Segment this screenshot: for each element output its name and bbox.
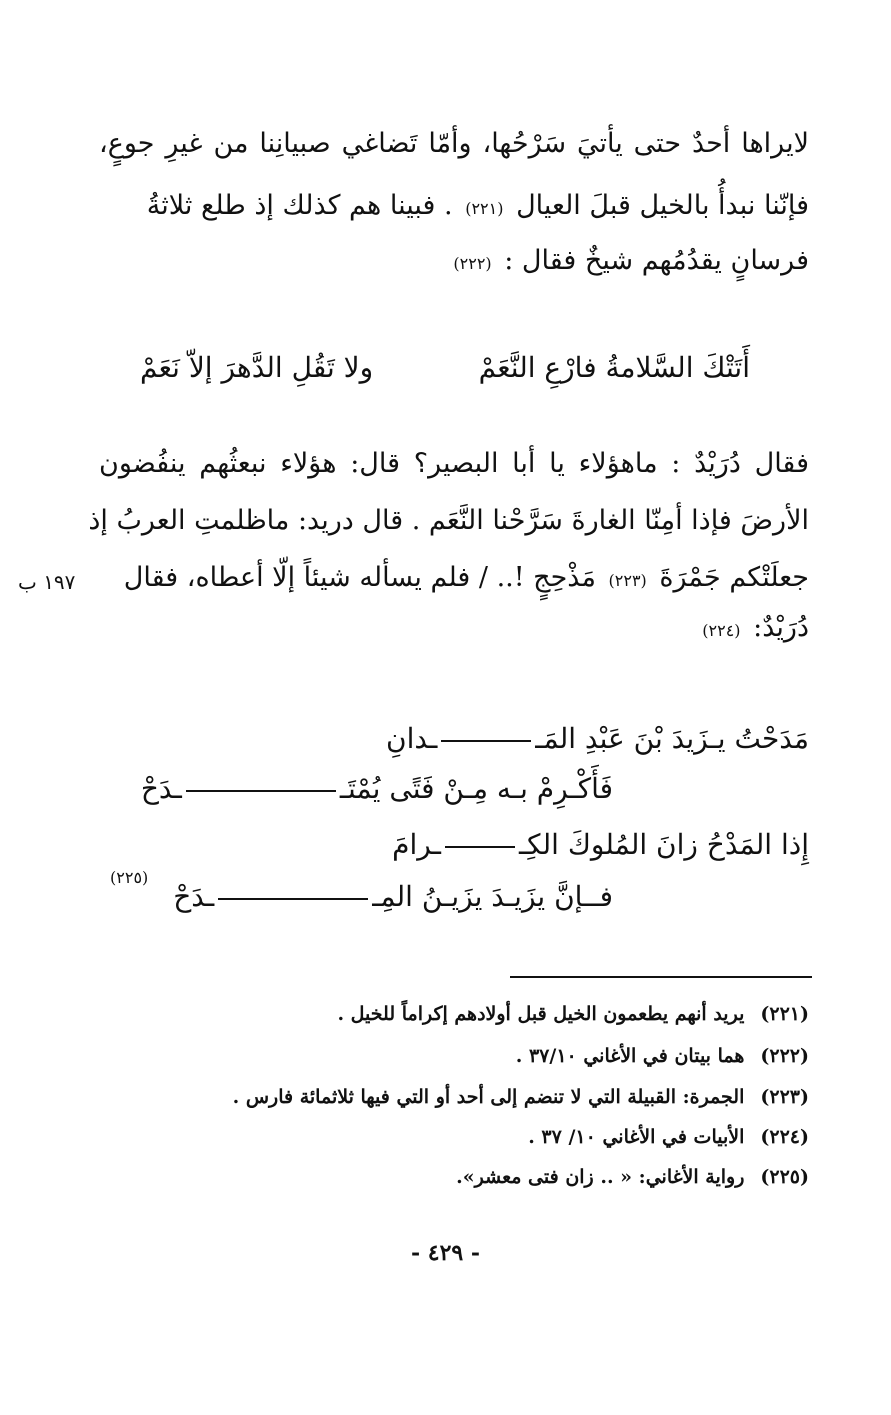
paragraph-line	[88, 505, 809, 536]
footnote-text: الجمرة: القبيلة التي لا تنضم إلى أحد أو التي فيها ثلاثمائة فارس .	[232, 1086, 745, 1108]
text: إِذا المَدْحُ زانَ المُلوكَ الكِـ	[518, 828, 809, 861]
text: . فبينا هم كذلك إذ طلع ثلاثةُ	[146, 190, 453, 221]
verse-couplet	[140, 342, 750, 392]
text: الأرضَ فإذا أمِنّا الغارةَ سَرَّحْنا النَّعَم . قال دريد: ماظلمتِ العربُ إذ	[88, 505, 809, 536]
text: فرسانٍ يقدُمُهم شيخٌ فقال :	[504, 245, 809, 276]
poem-line	[173, 880, 613, 913]
text: ـدَحْ	[140, 772, 182, 805]
text: ـرامَ	[392, 828, 441, 861]
poem-line	[392, 828, 809, 861]
text: فَأَكْـرِمْ بـه مِـنْ فَتًى يُمْتَـ	[339, 772, 613, 805]
footnote-text: هما بيتان في الأغاني ٣٧/١٠ .	[515, 1045, 745, 1067]
footnote-number: (٢٢٢)	[760, 1045, 809, 1067]
footnote-text: رواية الأغاني: « .. زان فتى معشر».	[456, 1166, 745, 1188]
footnote	[89, 1003, 809, 1025]
footnote-number: (٢٢١)	[760, 1003, 809, 1025]
verse-hemistich-first: أَتَتْكَ السَّلامةُ فارْعِ النَّعَمْ	[478, 350, 750, 384]
text: فإنّنا نبدأُ بالخيل قبلَ العيال	[516, 190, 809, 221]
text: فــإنَّ يزَيـدَ يزَيـنُ المِـ	[372, 880, 613, 913]
text: فقال دُرَيْدٌ : ماهؤلاء يا أبا البصير؟ قال: هؤلاء نبعثُهم ينفُضون	[99, 448, 809, 479]
text: ـدانِ	[386, 722, 438, 755]
paragraph-line	[99, 448, 809, 479]
footnote-ref-221[interactable]: (٢٢١)	[465, 199, 504, 218]
text: مَدَحْتُ يـزَيدَ بْنَ عَبْدِ المَـ	[535, 722, 809, 755]
paragraph-line	[99, 562, 809, 593]
footnote-text: يريد أنهم يطعمون الخيل قبل أولادهم إكراماً للخيل .	[337, 1003, 745, 1025]
paragraph-line	[99, 190, 809, 221]
footnote-ref-223[interactable]: (٢٢٣)	[608, 571, 647, 590]
footnote	[89, 1086, 809, 1108]
text: لايراها أحدٌ حتى يأتيَ سَرْحُها، وأمّا تَضاغي صبيانِنا من غيرِ جوعٍ،	[99, 128, 809, 159]
footnote-number: (٢٢٤)	[760, 1126, 809, 1148]
manuscript-folio-note: ١٩٧ ب	[18, 570, 76, 594]
kashida-stretch	[218, 898, 368, 900]
text: جعلَتْكم جَمْرَةَ	[659, 562, 809, 593]
footnote-ref-225[interactable]: (٢٢٥)	[110, 868, 149, 887]
footnote	[89, 1045, 809, 1067]
text: دُرَيْدٌ:	[753, 612, 809, 643]
footnote-number: (٢٢٣)	[760, 1086, 809, 1108]
footnote-ref-222[interactable]: (٢٢٢)	[453, 254, 492, 273]
poem-line	[386, 722, 809, 755]
paragraph-line	[99, 128, 809, 159]
paragraph-line	[99, 245, 809, 276]
text: مَذْحِجٍ !.. / فلم يسأله شيئاً إلّا أعطاه، فقال	[123, 562, 596, 593]
footnote-text: الأبيات في الأغاني ١٠/ ٣٧ .	[528, 1126, 745, 1148]
kashida-stretch	[186, 790, 336, 792]
footnote	[89, 1166, 809, 1188]
poem-line	[141, 772, 613, 805]
footnote-number: (٢٢٥)	[760, 1166, 809, 1188]
page-number: - ٤٢٩ -	[410, 1240, 481, 1266]
kashida-stretch	[441, 740, 531, 742]
footnote-separator	[510, 976, 812, 978]
verse-hemistich-second: ولا تَقُلِ الدَّهرَ إلاّ نَعَمْ	[140, 350, 374, 384]
kashida-stretch	[445, 846, 515, 848]
paragraph-line	[99, 612, 809, 643]
text: ـدَحْ	[173, 880, 215, 913]
footnote	[89, 1126, 809, 1148]
footnote-ref-224[interactable]: (٢٢٤)	[702, 621, 741, 640]
